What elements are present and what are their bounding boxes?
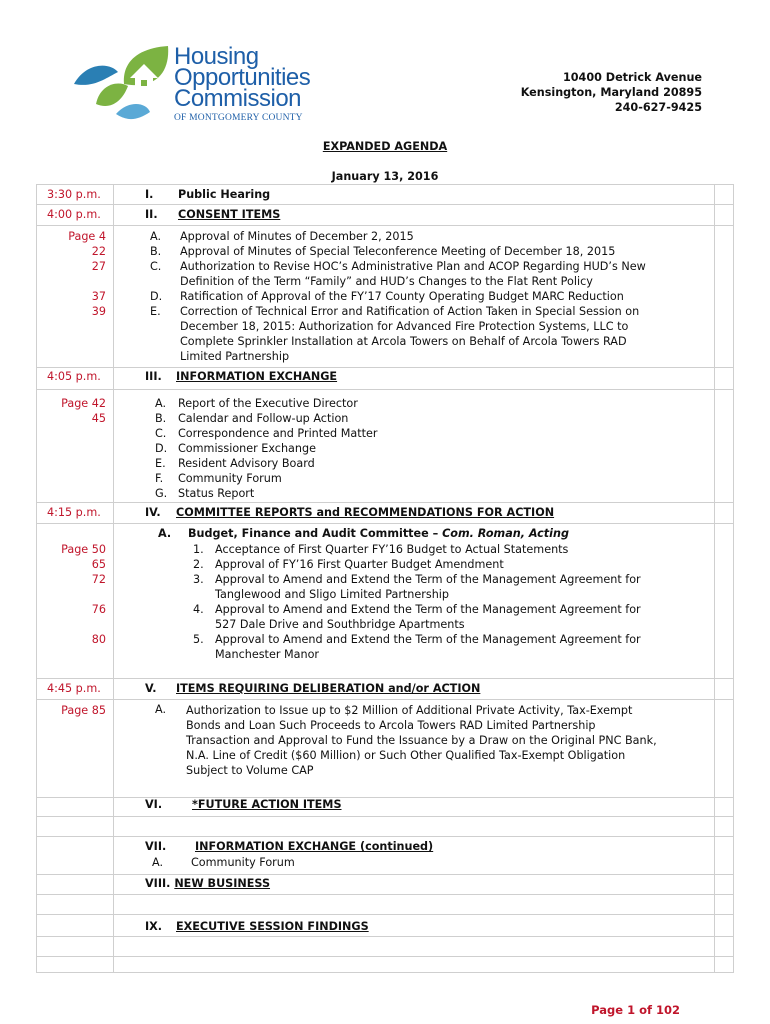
page-ref: Page 50 bbox=[61, 543, 106, 556]
time-slot: 3:30 p.m. bbox=[47, 188, 101, 201]
page-ref: 22 bbox=[91, 245, 106, 258]
time-slot: 4:45 p.m. bbox=[47, 682, 101, 695]
page-ref: Page 85 bbox=[61, 704, 106, 717]
list-item: Manchester Manor bbox=[215, 648, 320, 661]
page-ref-list bbox=[61, 396, 106, 426]
logo-text-commission: Commission bbox=[174, 85, 302, 112]
section-title: CONSENT ITEMS bbox=[178, 208, 281, 221]
section-number: II. bbox=[145, 208, 158, 221]
list-item: December 18, 2015: Authorization for Advanced Fire Protection Systems, LLC to bbox=[180, 320, 629, 333]
list-item: E. Correction of Technical Error and Ratification of Action Taken in Special Session on bbox=[150, 305, 640, 318]
hoc-logo bbox=[66, 44, 366, 126]
subsection-label: A. bbox=[158, 527, 172, 540]
page-ref: 27 bbox=[91, 260, 106, 273]
list-item: E. Resident Advisory Board bbox=[155, 457, 315, 470]
list-item: B. Approval of Minutes of Special Teleconference Meeting of December 18, 2015 bbox=[150, 245, 616, 258]
page-ref: Page 42 bbox=[61, 397, 106, 410]
address-line: Kensington, Maryland 20895 bbox=[520, 86, 702, 99]
time-slot: 4:00 p.m. bbox=[47, 208, 101, 221]
list-label: A. bbox=[152, 856, 164, 869]
page-ref: 80 bbox=[91, 633, 106, 646]
page-ref: 65 bbox=[91, 558, 106, 571]
subsection-title: Budget, Finance and Audit Committee – Com. Roman, Acting bbox=[188, 527, 569, 540]
section-heading bbox=[145, 877, 270, 890]
section-title: *FUTURE ACTION ITEMS bbox=[192, 798, 342, 811]
list-item: D. Ratification of Approval of the FY’17 County Operating Budget MARC Reduction bbox=[150, 290, 624, 303]
logo-text-county: OF MONTGOMERY COUNTY bbox=[174, 113, 303, 123]
list-item: Tanglewood and Sligo Limited Partnership bbox=[215, 588, 450, 601]
list-item: G. Status Report bbox=[155, 487, 255, 500]
address-line: 240-627-9425 bbox=[614, 101, 702, 114]
list-item: 1. Acceptance of First Quarter FY’16 Budget to Actual Statements bbox=[193, 543, 569, 556]
section-number: III. bbox=[145, 370, 162, 383]
page-ref-list bbox=[61, 542, 106, 647]
section-number: VI. bbox=[145, 798, 163, 811]
list-item: C. Authorization to Revise HOC’s Administrative Plan and ACOP Regarding HUD’s New bbox=[150, 260, 646, 273]
page-counter: Page 1 of 102 bbox=[591, 1003, 680, 1017]
section-title: Public Hearing bbox=[178, 188, 271, 201]
page-ref: 72 bbox=[91, 573, 106, 586]
deliberation-text: Authorization to Issue up to $2 Million of Additional Private Activity, Tax-Exempt Bonds and Loan Such Proceeds to Arcola Towers RAD Limited Partnership Transaction and Approval to Fund the Issuance by a Draw on the Original PNC Bank, N.A. Line of Credit ($60 Million) or Such Other Qualified Tax-Exempt Obligation Subject to Volume CAP bbox=[186, 704, 657, 777]
address-line: 10400 Detrick Avenue bbox=[562, 71, 702, 84]
committee-items-list bbox=[193, 542, 693, 662]
section-title: INFORMATION EXCHANGE bbox=[176, 370, 338, 383]
list-item: Complete Sprinkler Installation at Arcola Towers on Behalf of Arcola Towers RAD bbox=[180, 335, 627, 348]
page-ref: 76 bbox=[91, 603, 106, 616]
list-item: 2. Approval of FY’16 First Quarter Budget Amendment bbox=[193, 558, 504, 571]
list-item: D. Commissioner Exchange bbox=[155, 442, 316, 455]
section-number: VIII. bbox=[145, 877, 171, 890]
time-slot: 4:05 p.m. bbox=[47, 370, 101, 383]
time-slot: 4:15 p.m. bbox=[47, 506, 101, 519]
list-label: A. bbox=[155, 703, 167, 716]
page-ref: Page 4 bbox=[68, 230, 106, 243]
section-title: COMMITTEE REPORTS and RECOMMENDATIONS FOR ACTION bbox=[176, 506, 555, 519]
section-title: NEW BUSINESS bbox=[174, 877, 271, 890]
section-number: IV. bbox=[145, 506, 161, 519]
page-ref-list bbox=[68, 229, 106, 319]
list-item: Community Forum bbox=[191, 856, 295, 869]
list-item: F. Community Forum bbox=[155, 472, 282, 485]
list-item: A. Approval of Minutes of December 2, 2015 bbox=[150, 230, 414, 243]
agenda-date: January 13, 2016 bbox=[331, 170, 439, 183]
list-item: B. Calendar and Follow-up Action bbox=[155, 412, 349, 425]
info-exchange-list bbox=[155, 396, 555, 501]
list-item: 4. Approval to Amend and Extend the Term of the Management Agreement for bbox=[193, 603, 641, 616]
list-item: Definition of the Term “Family” and HUD’s Changes to the Flat Rent Policy bbox=[180, 275, 593, 288]
section-number: I. bbox=[145, 188, 154, 201]
section-title: ITEMS REQUIRING DELIBERATION and/or ACTION bbox=[176, 682, 481, 695]
page-ref: 37 bbox=[91, 290, 106, 303]
address-block bbox=[521, 70, 702, 115]
section-number: V. bbox=[145, 682, 157, 695]
list-item: 5. Approval to Amend and Extend the Term of the Management Agreement for bbox=[193, 633, 641, 646]
page-ref: 45 bbox=[91, 412, 106, 425]
logo-text-housing: Housing bbox=[174, 43, 259, 70]
section-title: EXECUTIVE SESSION FINDINGS bbox=[176, 920, 369, 933]
page-ref: 39 bbox=[91, 305, 106, 318]
list-item: 527 Dale Drive and Southbridge Apartments bbox=[215, 618, 465, 631]
list-item: A. Report of the Executive Director bbox=[155, 397, 358, 410]
section-number: VII. bbox=[145, 840, 167, 853]
section-number: IX. bbox=[145, 920, 163, 933]
agenda-title: EXPANDED AGENDA bbox=[322, 140, 448, 153]
consent-items-list bbox=[150, 229, 710, 364]
list-item: C. Correspondence and Printed Matter bbox=[155, 427, 378, 440]
logo-text-opportunities: Opportunities bbox=[174, 64, 311, 91]
list-item: 3. Approval to Amend and Extend the Term of the Management Agreement for bbox=[193, 573, 641, 586]
section-title: INFORMATION EXCHANGE (continued) bbox=[195, 840, 434, 853]
list-item: Limited Partnership bbox=[180, 350, 290, 363]
logo-leaf-icon bbox=[66, 44, 186, 126]
